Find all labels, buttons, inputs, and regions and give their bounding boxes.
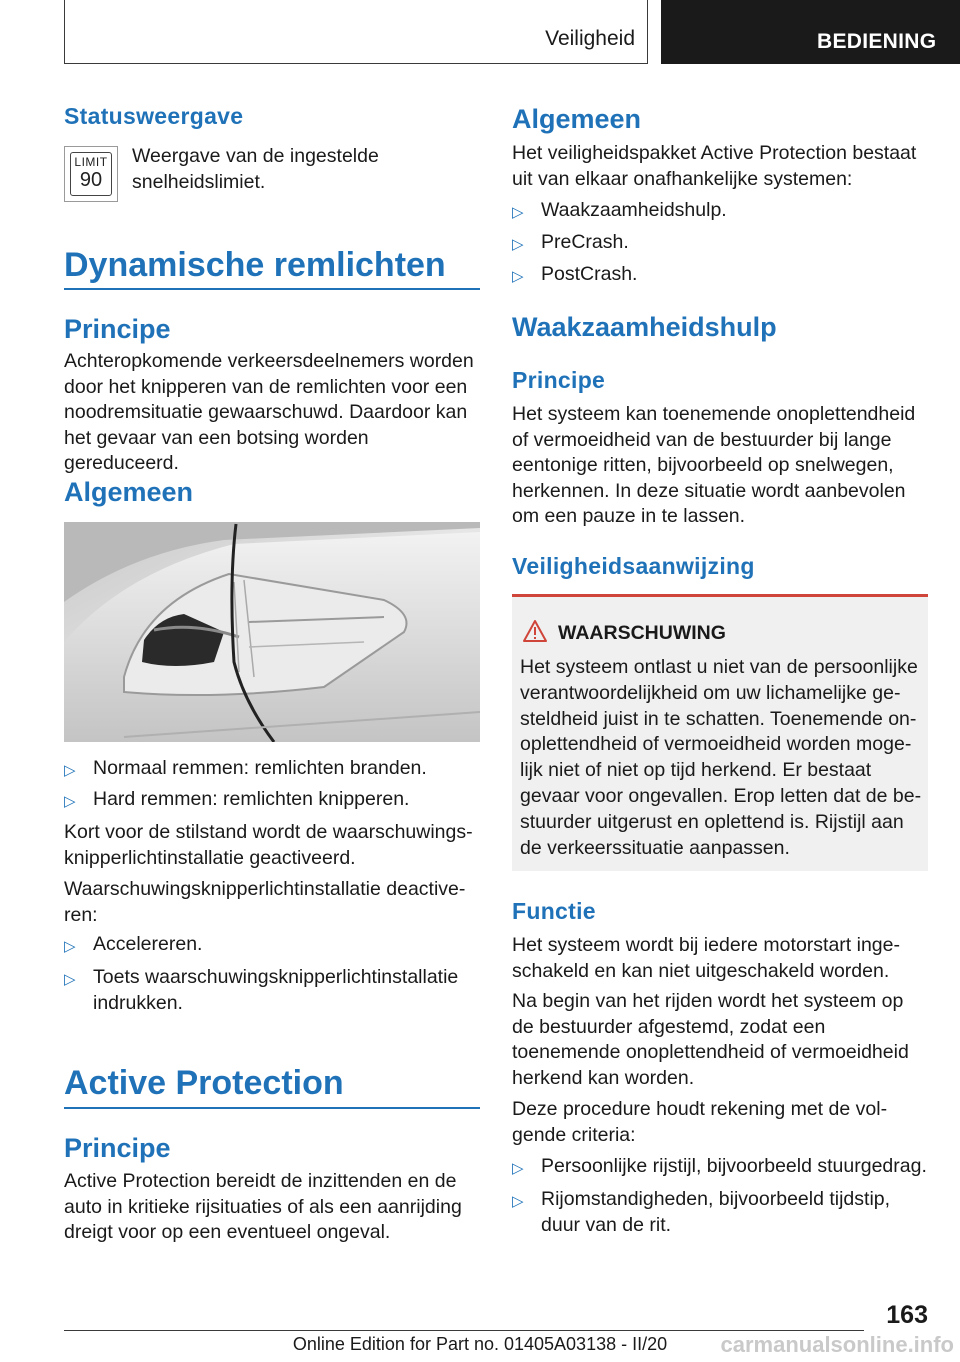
algemeen-heading: Algemeen [64,477,194,507]
list-item: PreCrash. [541,231,629,253]
speed-limit-icon-label: LIMIT [74,155,108,169]
bullet-icon: ▷ [512,236,524,253]
header-chapter-label: BEDIENING [817,30,937,53]
title-rule [64,288,480,290]
waakzaamheidshulp-heading: Waakzaamheidshulp [512,312,777,342]
statusweergave-heading: Statusweergave [64,103,244,129]
bullet-icon: ▷ [512,1193,524,1210]
bullet-icon: ▷ [64,938,76,955]
paragraph: Deze procedure houdt rekening met de volgende criteria: [512,1098,888,1146]
bullet-icon: ▷ [512,268,524,285]
warning-text: Het systeem ontlast u niet van de persoonlijke verantwoordelijkheid om uw lichamelijke gesteldheid juist in te schatten. Toenemende onoplettendheid of vermoeidheid worden mogelijk niet of niet op tijd herkend. Er bestaat gevaar voor ongevallen. Erop letten dat de bestuurder uitgerust en oplettend is. Rijstijl aan de verkeerssituatie aanpassen. [520,656,922,859]
bullet-icon: ▷ [512,204,524,221]
list-item: Normaal remmen: remlichten branden. [93,757,427,779]
list-item: Waakzaamheidshulp. [541,199,727,221]
bullet-icon: ▷ [64,971,76,988]
functie-heading: Functie [512,898,596,924]
footer-rule [64,1330,864,1331]
paragraph: Waarschuwingsknipperlichtinstallatie deactiveren: [64,878,466,926]
header-chapter-box [661,0,960,64]
dynamische-remlichten-title: Dynamische remlichten [64,246,446,284]
brake-light-photo [64,522,480,742]
principe-text: Achteropkomende verkeersdeelnemers worden door het knipperen van de remlichten voor een noodremsituatie gewaarschuwd. Daardoor kan het gevaar van een botsing worden gereduceerd. [64,350,474,474]
statusweergave-text: Weergave van de ingestelde snelheidslimiet. [132,145,379,193]
algemeen-heading: Algemeen [512,104,642,134]
speed-limit-icon [64,146,118,202]
header-section-label: Veiligheid [545,27,635,50]
footer-edition: Online Edition for Part no. 01405A03138 - II/20 [292,1334,668,1354]
title-rule [64,1107,480,1109]
principe-heading: Principe [64,1133,171,1163]
list-item: Toets waarschuwingsknipperlichtinstallatie indrukken. [93,966,459,1014]
page-number: 163 [886,1301,928,1329]
warning-box [512,594,928,871]
list-item: Rijomstandigheden, bijvoorbeeld tijdstip, duur van de rit. [541,1188,891,1236]
veiligheidsaanwijzing-heading: Veiligheidsaanwijzing [512,553,755,579]
footer-watermark: carmanualsonline.info [720,1332,954,1357]
list-item: PostCrash. [541,263,638,285]
speed-limit-icon-value: 90 [79,169,103,191]
list-item: Persoonlijke rijstijl, bijvoorbeeld stuurgedrag. [541,1155,927,1177]
principe-text: Het systeem kan toenemende onoplettendheid of vermoeidheid van de bestuurder bij lange eentonige ritten, bijvoorbeeld op snelwegen, herkennen. In deze situatie wordt aanbevolen om een pauze in te lassen. [512,403,916,527]
principe-heading: Principe [64,314,171,344]
principe-heading: Principe [512,367,606,393]
warning-title: WAARSCHUWING [558,622,726,644]
bullet-icon: ▷ [64,762,76,779]
list-item: Hard remmen: remlichten knipperen. [93,788,410,810]
list-item: Accelereren. [93,933,203,955]
header-section-box [64,0,648,64]
bullet-icon: ▷ [512,1160,524,1177]
active-protection-title: Active Protection [64,1064,344,1102]
paragraph: Na begin van het rijden wordt het systeem op de bestuurder afgestemd, zodat een toenemende onoplettendheid of vermoeidheid herkend kan worden. [512,990,909,1089]
principe-text: Active Protection bereidt de inzittenden en de auto in kritieke rijsituaties of als een aanrijding dreigt voor op een eventueel ongeval. [64,1170,462,1243]
bullet-icon: ▷ [64,793,76,810]
algemeen-text: Het veiligheidspakket Active Protection bestaat uit van elkaar onafhankelijke systemen: [512,142,917,190]
paragraph: Kort voor de stilstand wordt de waarschuwingsknipperlichtinstallatie geactiveerd. [64,821,473,869]
warning-triangle-icon [522,619,548,643]
paragraph: Het systeem wordt bij iedere motorstart ingeschakeld en kan niet uitgeschakeld worden. [512,934,900,982]
